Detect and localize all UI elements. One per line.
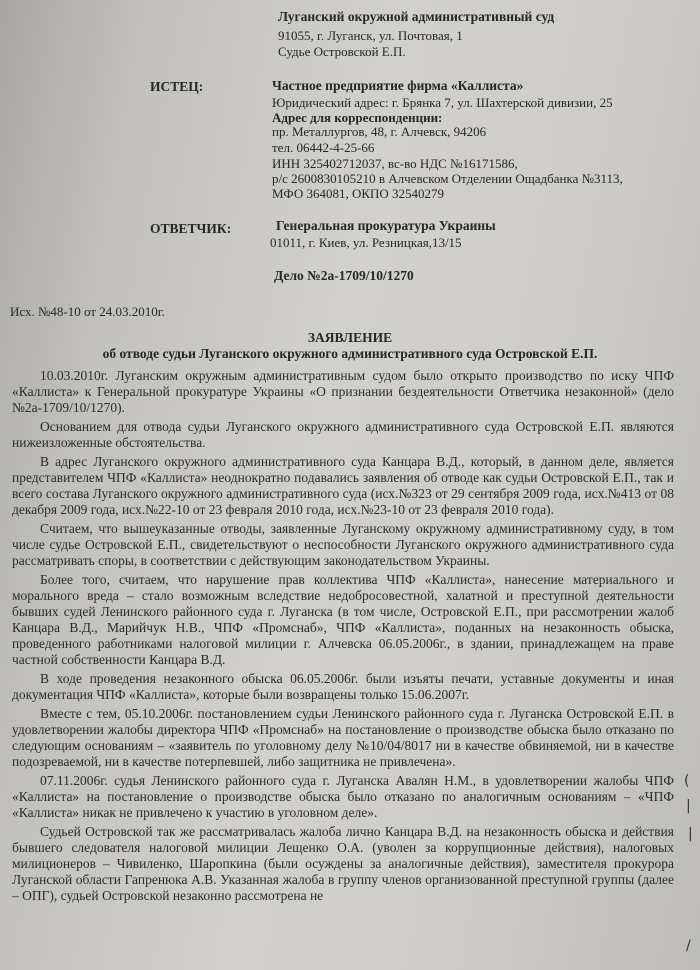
outgoing-number: Исх. №48-10 от 24.03.2010г. [10,304,165,319]
plaintiff-corr-address: пр. Металлургов, 48, г. Алчевск, 94206 [272,124,487,139]
court-address: 91055, г. Луганск, ул. Почтовая, 1 [278,28,463,43]
body-paragraph: Основанием для отвода судьи Луганского окружного административного суда Островской Е.П. являются нижеизложенные обстоятельства. [12,419,674,450]
court-name: Луганский окружной административный суд [278,9,555,24]
document-subtitle: об отводе судьи Луганского окружного административного суда Островской Е.П. [102,346,598,361]
document-body [12,368,674,907]
plaintiff-corr-label: Адрес для корреспонденции: [272,110,443,125]
plaintiff-name: Частное предприятие фирма «Каллиста» [272,78,524,93]
case-number: Дело №2а-1709/10/1270 [274,268,414,283]
judge-name: Судье Островской Е.П. [278,44,406,59]
body-paragraph: Вместе с тем, 05.10.2006г. постановлением судьи Ленинского районного суда г. Луганска Островской Е.П. в удовлетворении жалобы директора ЧПФ «Промснаб» на постановление о производстве обыска было отказано по следующим основаниям – «заявитель по уголовному делу №10/04/8017 ни в качестве обвиняемой, ни в качестве подозреваемой, ни в качестве потерпевшей, либо защитника не привлечена». [12,706,674,769]
margin-mark: | [686,798,691,814]
plaintiff-label: ИСТЕЦ: [150,79,204,94]
margin-mark: ( [684,773,690,789]
body-paragraph: 07.11.2006г. судья Ленинского районного суда г. Луганска Авалян Н.М., в удовлетворении жалобы ЧПФ «Каллиста» на постановление о производстве обыска было отказано по аналогичным основаниям – «ЧПФ «Каллиста» никак не привлечено к участию в уголовном деле». [12,773,674,820]
body-paragraph: В адрес Луганского окружного административного суда Канцара В.Д., который, в данном деле, является представителем ЧПФ «Каллиста» неоднократно подавались заявления об отводе как судьи Островской Е.П., так и всего состава Луганского окружного административного суда (исх.№323 от 29 сентября 2009 года, исх.№413 от 08 декабря 2009 года, исх.№22-10 от 23 февраля 2010 года, исх.№23-10 от 23 февраля 2010 года). [12,454,674,517]
plaintiff-legal-address: Юридический адрес: г. Брянка 7, ул. Шахтерской дивизии, 25 [272,95,613,110]
defendant-name: Генеральная прокуратура Украины [276,218,496,233]
defendant-label: ОТВЕТЧИК: [150,221,232,236]
defendant-address: 01011, г. Киев, ул. Резницкая,13/15 [270,235,462,250]
margin-mark: / [686,938,691,954]
body-paragraph: 10.03.2010г. Луганским окружным административным судом было открыто производство по иску ЧПФ «Каллиста» к Генеральной прокуратуре Украины «О признании бездеятельности Ответчика незаконной» (дело №2а-1709/10/1270). [12,368,674,415]
margin-mark: | [688,826,693,842]
plaintiff-account: р/с 2600830105210 в Алчевском Отделении Ощадбанка №3113, [272,171,623,186]
plaintiff-inn: ИНН 325402712037, вс-во НДС №16171586, [272,156,518,171]
body-paragraph: Более того, считаем, что нарушение прав коллектива ЧПФ «Каллиста», нанесение материального и морального вреда – стало возможным вследствие недобросовестной, халатной и преступной деятельности бывших судей Ленинского районного суда г. Луганска (в том числе, Островской Е.П., при рассмотрении жалоб Канцара В.Д., Марийчук Н.В., ЧПФ «Промснаб», ЧПФ «Каллиста», поданных на незаконность обыска, проведенного работниками налоговой милиции г. Алчевска 06.05.2006г., в здании, принадлежащем на праве частной собственности Канцара В.Д. [12,572,674,667]
body-paragraph: Судьей Островской так же рассматривалась жалоба лично Канцара В.Д. на незаконность обыска и действия бывшего следователя налоговой милиции Лещенко О.А. (уволен за коррупционные действия), налоговых милиционеров – Чивиленко, Шаропкина (были осуждены за аналогичные действия), заместителя прокурора Луганской области Гапренюка А.В. Указанная жалоба в группу членов организованной преступной группы (далее – ОПГ), судьей Островской незаконно рассмотрена не [12,824,674,903]
body-paragraph: Считаем, что вышеуказанные отводы, заявленные Луганскому окружному административному суду, в том числе судье Островской Е.П., свидетельствуют о неспособности Луганского окружного административного суда рассматривать споры, в соответствии с действующим законодательством Украины. [12,521,674,568]
plaintiff-mfo: МФО 364081, ОКПО 32540279 [272,186,445,201]
plaintiff-phone: тел. 06442-4-25-66 [272,140,375,155]
document-title: ЗАЯВЛЕНИЕ [307,330,393,345]
body-paragraph: В ходе проведения незаконного обыска 06.05.2006г. были изъяты печати, уставные документы и иная документация ЧПФ «Каллиста», которые были возвращены только 15.06.2007г. [12,671,674,702]
